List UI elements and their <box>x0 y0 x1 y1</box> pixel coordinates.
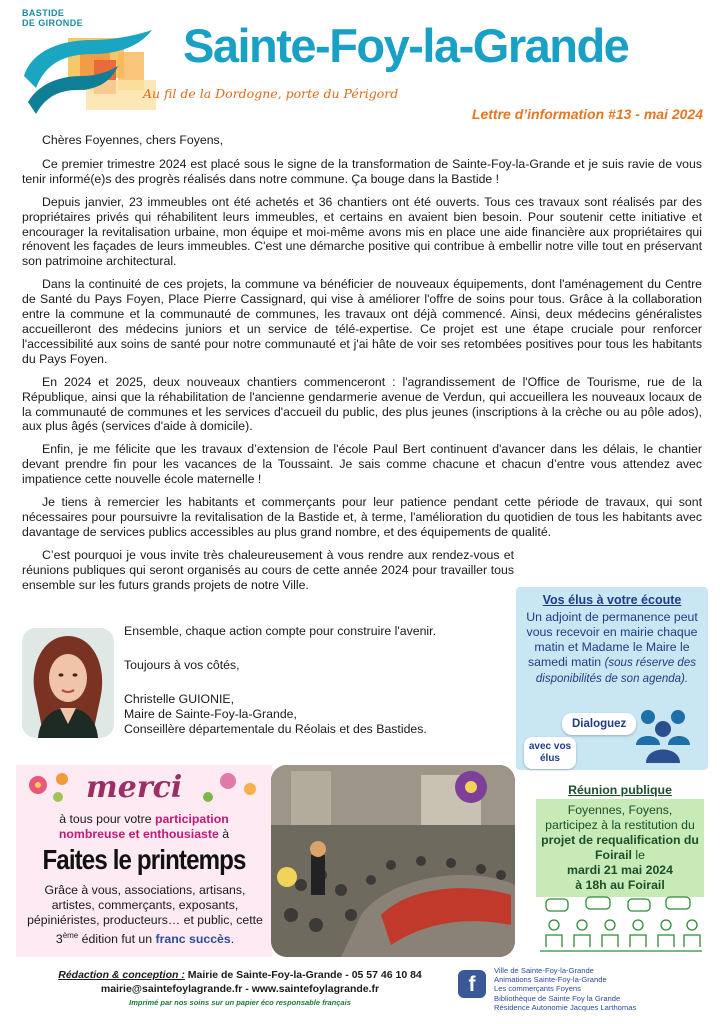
town-logo-icon <box>22 30 162 122</box>
elus-body: Un adjoint de permanence peut vous recevoir en mairie chaque matin et Madame le Maire le samedi matin <box>526 610 698 669</box>
reunion-body <box>536 799 704 897</box>
reunion-date: mardi 21 mai 2024 <box>567 863 673 877</box>
elus-note: (sous réserve des disponibilités de son agenda). <box>535 657 696 685</box>
portrait-image <box>22 628 114 738</box>
bastide-label <box>22 8 83 28</box>
fb-page-4[interactable]: Bibliothèque de Sainte Foy la Grande <box>494 993 621 1003</box>
mayor-portrait <box>22 628 114 738</box>
tagline: Au fil de la Dordogne, porte du Périgord <box>143 86 399 101</box>
merci-success: franc succès <box>155 932 231 947</box>
merci-word: merci <box>86 770 183 805</box>
fb-page-5[interactable]: Résidence Autonomie Jacques Larthomas <box>494 1002 637 1012</box>
paragraph-2: Depuis janvier, 23 immeubles ont été achetés et 36 chantiers ont été ouverts. Tous ces travaux sont réalisés par des propriétaires privés qui réhabilitent leurs immeubles, et certains en avaient bien besoin. Pour soutenir cette initiative et encourager la revitalisation urbaine, mon équipe et moi-même avons mis en place une aide financière aux propriétaires qui rénovent les façades de leurs immeubles. C'est une démarche positive qui contribue à embellir notre ville tout en préservant son patrimoine architectural. <box>22 194 702 269</box>
merci-text <box>22 883 268 947</box>
footer-emails[interactable]: mairie@saintefoylagrande.fr - www.saintefoylagrande.fr <box>100 983 380 995</box>
facebook-pages <box>494 966 636 1012</box>
crowd-photo-image <box>271 765 515 957</box>
signature-role-1: Maire de Sainte-Foy-la-Grande, <box>124 707 297 721</box>
paragraph-3: Dans la continuité de ces projets, la commune va bénéficier de nouveaux équipements, dont l'aménagement du Centre de Santé du Pays Foyen, Place Pierre Cassignard, qui vise à améliorer l'offre de soins pour tous. Grâce à la collaboration entre la commune et la communauté de communes, les travaux ont déjà commencé. Ainsi, deux médecins généralistes accueilleront des médecins juniors et un service de télé-expertise. Ce projet est une étape cruciale pour renforcer l'accessibilité aux soins de santé pour notre communauté et j'ai hâte de voir ses retombées positives pour tous les habitants du Pays Foyen. <box>22 277 702 366</box>
paragraph-6: Je tiens à remercier les habitants et commerçants pour leur patience pendant cette période de travaux, qui sont nécessaires pour poursuivre la revitalisation de la Bastide et, à terme, l'amélioration du quotidien de tous les habitants avec davantage de services publics accessibles au plus grand nombre, et des équipements de qualité. <box>22 495 702 539</box>
closing-ensemble: Ensemble, chaque action compte pour construire l'avenir. <box>124 624 436 638</box>
closing-toujours: Toujours à vos côtés, <box>124 658 240 672</box>
closing <box>124 624 484 737</box>
merci-body-end: édition fut un <box>78 932 153 947</box>
footer-label: Rédaction & conception : <box>58 969 185 981</box>
signature-name: Christelle GUIONIE, <box>124 692 235 706</box>
merci-body: Grâce à vous, associations, artisans, artistes, commerçants, exposants, pépiniéristes, producteurs… et public, cette 3 <box>27 883 263 947</box>
footer-line1 <box>40 968 440 982</box>
elus-title: Vos élus à votre écoute <box>542 593 682 607</box>
paragraph-5: Enfin, je me félicite que les travaux d’extension de l'école Paul Bert continuent d'avancer dans les délais, le chantier devant prendre fin pour les vacances de la Toussaint. Je sais comme chacune et chacun d’entre vous attendez avec impatience cette nouvelle école maternelle ! <box>22 442 702 487</box>
signature-role-2: Conseillère départementale du Réolais et des Bastides. <box>124 722 427 736</box>
dialoguez-bubble: Dialoguez <box>562 713 636 735</box>
people-group-icon <box>628 705 700 763</box>
elus-box <box>516 587 708 770</box>
town-title: Sainte-Foy-la-Grande <box>183 19 629 72</box>
merci-line2-b: à <box>222 827 230 841</box>
facebook-icon[interactable]: f <box>458 970 486 998</box>
paragraph-7: C’est pourquoi je vous invite très chaleureusement à vous rendre aux rendez-vous et réunions publiques qui seront organisés au cours de cette année 2024 pour travailler tous ensemble sur les futurs grands projets de notre Ville. <box>22 547 514 592</box>
footer-eco: Imprimé par nos soins sur un papier éco responsable français <box>129 998 351 1007</box>
reunion-le: le <box>635 848 645 862</box>
paragraph-1: Ce premier trimestre 2024 est placé sous le signe de la transformation de Sainte-Foy-la-Grande et je suis ravie de vous tenir informé(e)s des progrès réalisés dans notre commune. Ça bouge dans la Bastide ! <box>22 156 702 186</box>
bastide-line1: BASTIDE <box>22 8 65 18</box>
event-photo <box>271 765 515 957</box>
bastide-line2: DE GIRONDE <box>22 18 84 28</box>
avec-vos-elus-bubble: avec vos élus <box>524 737 576 769</box>
merci-line2-a: nombreuse et enthousiaste <box>58 827 219 841</box>
merci-dot: . <box>230 932 235 947</box>
footer <box>40 968 440 1010</box>
merci-sup: ème <box>62 931 79 940</box>
event-title: Faites le printemps <box>42 844 246 875</box>
merci-line1-a: à tous pour votre <box>59 812 152 826</box>
reunion-intro: Foyennes, Foyens, participez à la restitution du <box>545 803 695 832</box>
elus-text <box>522 610 702 687</box>
issue-label: Lettre d’information #13 - mai 2024 <box>471 106 703 122</box>
reunion-box <box>536 783 704 897</box>
salutation: Chères Foyennes, chers Foyens, <box>42 133 224 147</box>
merci-thanks <box>16 812 272 842</box>
header <box>0 0 723 130</box>
reunion-project: projet de requalification du Foirail <box>541 833 699 862</box>
merci-box <box>16 765 272 957</box>
mayor-letter <box>22 133 702 600</box>
paragraph-4: En 2024 et 2025, deux nouveaux chantiers commenceront : l'agrandissement de l'Office de Tourisme, rue de la République, ainsi que la réhabilitation de l'ancienne gendarmerie avenue de Verdun, qui accueillera les nouveaux locaux de la communauté de communes et les services d'accueil du public, des plus jeunes (inscriptions à la crèche ou au pôle ados), aux plus âgés (services d'aide à domicile). <box>22 374 702 434</box>
merci-line1-b: participation <box>154 812 229 826</box>
meeting-doodle-icon <box>536 895 706 959</box>
fb-page-2[interactable]: Animations Sainte-Foy-la-Grande <box>494 975 607 985</box>
fb-page-1[interactable]: Ville de Sainte-Foy-la-Grande <box>494 966 594 975</box>
reunion-title: Réunion publique <box>568 783 672 797</box>
fb-page-3[interactable]: Les commerçants Foyens <box>494 984 581 994</box>
footer-contact: Mairie de Sainte-Foy-la-Grande - 05 57 46 10 84 <box>187 969 422 981</box>
reunion-place: à 18h au Foirail <box>575 878 665 892</box>
